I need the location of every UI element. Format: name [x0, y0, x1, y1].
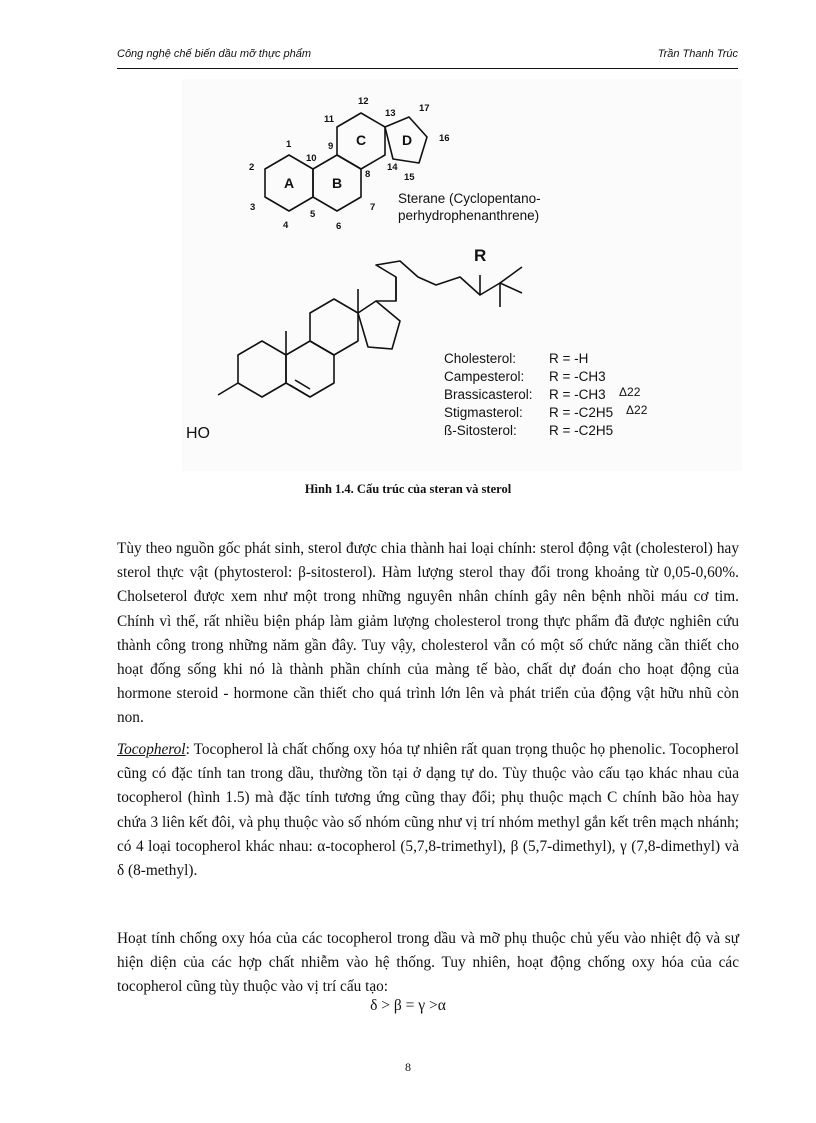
sterol-r-value: R = -CH3 [549, 369, 606, 384]
paragraph-sterol: Tùy theo nguồn gốc phát sinh, sterol được chia thành hai loại chính: sterol động vật (cholesterol) hay sterol thực vật (phytosterol: β-sitosterol). Hàm lượng sterol thay đổi trong khoảng từ 0,05-0,60%. Cholseterol được xem như một trong những nguyên nhân chính gây nên bệnh nhồi máu cơ tim. Chính vì thế, rất nhiều biện pháp làm giảm lượng cholesterol trong thực phẩm đã được nghiên cứu thành công trong những năm gần đây. Tuy vậy, cholesterol vẫn có một số chức năng cần thiết cho hoạt đống sống khi nó là thành phần chính của màng tế bào, chất dự đoán cho hoạt động của hormone steroid - hormone cần thiết cho quá trình lớn lên và phát triển của động vật hữu nhũ còn non. [117, 540, 739, 727]
sterol-name: ß-Sitosterol: [444, 423, 517, 438]
atom-number: 3 [250, 202, 256, 213]
page-number: 8 [405, 1060, 411, 1074]
sterol-delta: Δ22 [619, 385, 641, 399]
activity-order-formula: δ > β = γ >α [370, 997, 446, 1014]
atom-number: 2 [249, 162, 255, 173]
atom-number: 11 [324, 114, 335, 125]
header-author: Trần Thanh Trúc [657, 48, 738, 60]
atom-number: 7 [370, 202, 376, 213]
atom-number: 13 [385, 108, 396, 119]
hydroxyl-label: HO [186, 425, 210, 442]
sterane-sterol-figure [182, 79, 742, 471]
sterol-delta: Δ22 [626, 403, 648, 417]
sterol-r-value: R = -H [549, 351, 589, 366]
atom-number: 15 [404, 172, 415, 183]
sterane-label-line2: perhydrophenanthrene) [398, 208, 540, 223]
tocopherol-heading-colon: : [185, 741, 190, 758]
ring-label: C [356, 132, 367, 148]
ring-label: D [402, 132, 413, 148]
atom-number: 16 [439, 133, 450, 144]
atom-number: 5 [310, 209, 316, 220]
r-group-label: R [474, 246, 487, 265]
figure-caption: Hình 1.4. Cấu trúc của steran và sterol [304, 482, 512, 496]
paragraph-tocopherol [117, 738, 739, 883]
sterol-r-value: R = -C2H5 [549, 423, 614, 438]
atom-number: 4 [283, 220, 289, 231]
page-header [117, 44, 738, 69]
header-book-title: Công nghệ chế biến dầu mỡ thực phẩm [117, 48, 312, 60]
structure-diagram [182, 79, 742, 471]
atom-number: 12 [358, 96, 369, 107]
sterane-label-line1: Sterane (Cyclopentano- [398, 191, 541, 206]
atom-number: 14 [387, 162, 398, 173]
sterol-r-value: R = -CH3 [549, 387, 606, 402]
sterol-r-value: R = -C2H5 [549, 405, 614, 420]
atom-number: 1 [286, 139, 292, 150]
sterol-name: Brassicasterol: [444, 387, 533, 402]
sterol-name: Cholesterol: [444, 351, 517, 366]
tocopherol-heading: Tocopherol [117, 741, 186, 758]
sterol-name: Stigmasterol: [444, 405, 523, 420]
paragraph-antioxidant: Hoạt tính chống oxy hóa của các tocopherol trong dầu và mỡ phụ thuộc chủ yếu vào nhiệt độ và sự hiện diện của các hợp chất nhiễm vào hệ thống. Tuy nhiên, hoạt động chống oxy hóa của các tocopherol cũng tùy thuộc vào vị trí cấu tạo: [117, 930, 739, 996]
atom-number: 9 [328, 141, 334, 152]
atom-number: 6 [336, 221, 342, 232]
atom-number: 17 [419, 103, 430, 114]
tocopherol-text: Tocopherol là chất chống oxy hóa tự nhiên rất quan trọng thuộc họ phenolic. Tocopherol cũng có đặc tính tan trong dầu, thường tồn tại ở dạng tự do. Tùy thuộc vào cấu tạo khác nhau của tocopherol (hình 1.5) mà đặc tính tương ứng cũng thay đổi; phụ thuộc mạch C chính bão hòa hay chứa 3 liên kết đôi, và phụ thuộc vào số nhóm cũng như vị trí nhóm methyl gắn kết trên mạch nhánh; có 4 loại tocopherol khác nhau: α-tocopherol (5,7,8-trimethyl), β (5,7-dimethyl), γ (7,8-dimethyl) và δ (8-methyl). [117, 741, 739, 880]
ring-label: A [284, 175, 295, 191]
sterol-name: Campesterol: [444, 369, 525, 384]
atom-number: 10 [306, 153, 317, 164]
ring-label: B [332, 175, 343, 191]
atom-number: 8 [365, 169, 371, 180]
